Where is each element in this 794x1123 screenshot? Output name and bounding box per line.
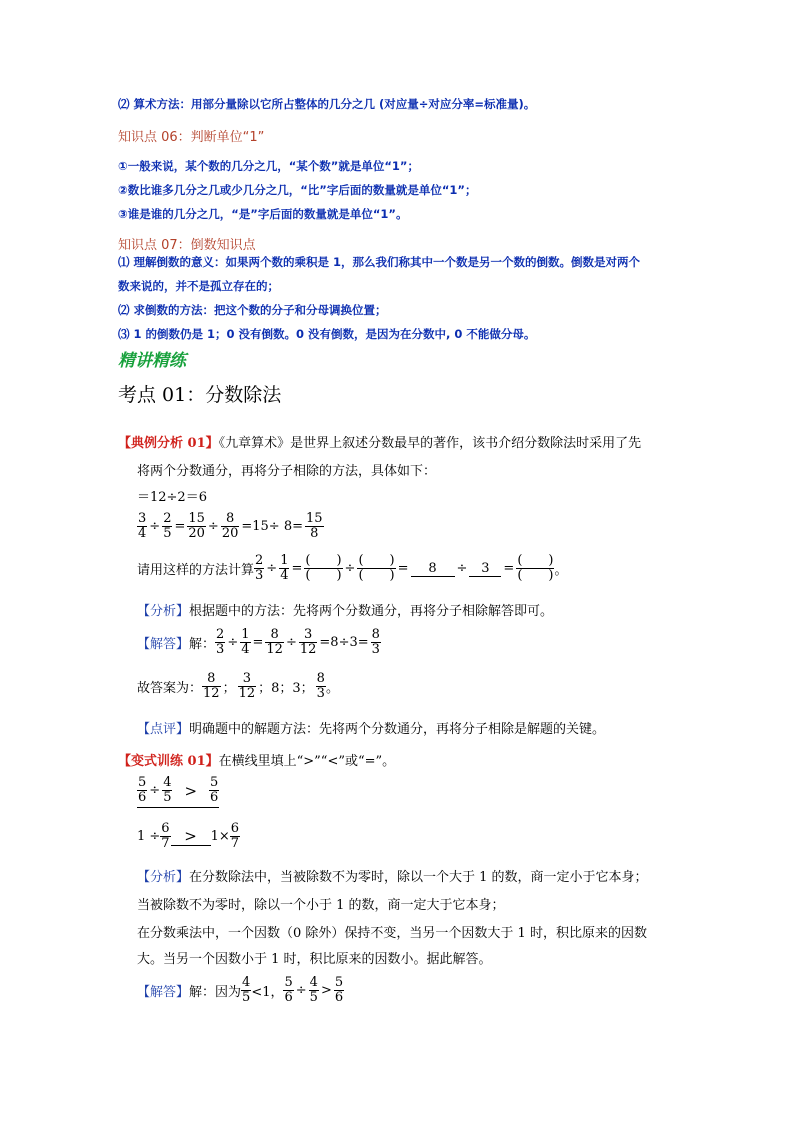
- text-span: 《九章算术》是世界上叙述分数最早的著作，该书介绍分数除法时采用了先: [218, 436, 642, 451]
- fraction: [334, 976, 344, 1005]
- operator: ÷: [207, 519, 219, 534]
- text-span: 解：: [189, 637, 216, 652]
- blank-frac-1[interactable]: [304, 554, 342, 583]
- fraction: [299, 628, 318, 657]
- numerator: ( ): [358, 553, 395, 568]
- denominator: 8: [310, 526, 319, 541]
- fraction: [221, 512, 240, 541]
- operator: >: [320, 983, 332, 998]
- denominator: 12: [238, 686, 256, 701]
- operator: ；: [222, 681, 236, 696]
- text-span: 【解答】: [137, 637, 190, 652]
- fraction: [202, 672, 221, 701]
- text-span: 解：因为: [189, 985, 242, 1000]
- operator: =: [252, 635, 264, 650]
- example-comment: [137, 718, 605, 737]
- variant-row-2: [137, 822, 240, 851]
- numerator: 8: [316, 671, 325, 686]
- numerator: 2: [255, 553, 264, 568]
- denominator: 5: [309, 990, 318, 1005]
- numerator: 1: [280, 553, 289, 568]
- text-span: 故答案为：: [137, 681, 203, 696]
- fraction: [209, 776, 219, 805]
- numerator: 3: [299, 628, 318, 643]
- fraction: [254, 554, 264, 583]
- operator: =: [503, 561, 515, 576]
- variant-tag: 【变式训练 01】: [118, 754, 219, 769]
- method-line: ⑵ 算术方法：用部分量除以它所占整体的几分之几 (对应量÷对应分率=标准量)。: [118, 97, 536, 111]
- numerator: 8: [221, 512, 240, 527]
- denominator: 6: [138, 790, 147, 805]
- denominator: ( ): [517, 568, 554, 583]
- text-span: 1×: [210, 829, 230, 844]
- operator: =8÷3=: [319, 635, 369, 650]
- kp06-item-3: ③谁是谁的几分之几，“是”字后面的数量就是单位“1”。: [118, 207, 408, 221]
- denominator: 5: [242, 990, 251, 1005]
- denominator: ( ): [358, 568, 395, 583]
- blank-frac-3[interactable]: [516, 554, 554, 583]
- numerator: ( ): [305, 553, 342, 568]
- numerator: 8: [265, 628, 284, 643]
- denominator: 4: [280, 568, 289, 583]
- example-line-1: [118, 432, 641, 451]
- text-span: 1 ÷: [137, 829, 161, 844]
- operator: ÷: [227, 635, 239, 650]
- denominator: 7: [161, 836, 170, 851]
- kp06-title: 知识点 06：判断单位“1”: [118, 130, 265, 145]
- variant-analysis-2: 当被除数不为零时，除以一个小于 1 的数，商一定大于它本身；: [137, 898, 505, 913]
- text-span: 根据题中的方法：先将两个分数通分，再将分子相除解答即可。: [189, 604, 554, 619]
- operator: ÷: [295, 983, 307, 998]
- variant-line: [118, 750, 395, 769]
- numerator: 2: [163, 511, 172, 526]
- numerator: 4: [163, 775, 172, 790]
- denominator: 12: [299, 642, 317, 657]
- numerator: 3: [138, 511, 147, 526]
- example-eq-line: ＝12÷2＝6: [137, 490, 207, 505]
- numerator: 4: [242, 975, 251, 990]
- numerator: 6: [230, 821, 240, 836]
- kp07-title: 知识点 07：倒数知识点: [118, 238, 256, 253]
- numerator: 6: [161, 821, 170, 836]
- denominator: 6: [284, 990, 293, 1005]
- fraction: [162, 776, 172, 805]
- kp06-item-1: ①一般来说，某个数的几分之几，“某个数”就是单位“1”；: [118, 159, 419, 173]
- text-span: 明确题中的解题方法：先将两个分数通分，再将分子相除是解题的关键。: [189, 722, 606, 737]
- operator: =: [397, 561, 409, 576]
- example-final: [137, 672, 339, 701]
- numerator: 5: [334, 975, 344, 990]
- operator: ；8；3；: [258, 681, 314, 696]
- fraction: [238, 672, 257, 701]
- text-span: 。: [554, 563, 568, 578]
- fraction: [230, 822, 240, 851]
- variant-analysis-4: 大。当另一个因数小于 1 时，积比原来的因数小。据此解答。: [137, 952, 492, 967]
- fraction: [371, 628, 381, 657]
- denominator: 5: [163, 790, 172, 805]
- example-eq-2: [137, 512, 324, 541]
- fraction: [283, 976, 293, 1005]
- fraction: [162, 512, 172, 541]
- operator: ÷: [266, 561, 278, 576]
- fraction: [137, 776, 147, 805]
- denominator: 4: [241, 642, 250, 657]
- numerator: 5: [284, 975, 293, 990]
- blank-2[interactable]: 3: [469, 561, 501, 577]
- example-calc: [137, 554, 568, 583]
- numerator: ( ): [517, 553, 554, 568]
- fraction: [241, 976, 251, 1005]
- fraction: [305, 512, 324, 541]
- example-tag: 【典例分析 01】: [118, 436, 219, 451]
- numerator: 5: [138, 775, 147, 790]
- kp07-item-1a: ⑴ 理解倒数的意义：如果两个数的乘积是 1，那么我们称其中一个数是另一个数的倒数。倒数是对两个: [118, 255, 641, 269]
- kp06-item-2: ②数比谁多几分之几或少几分之几，“比”字后面的数量就是单位“1”；: [118, 183, 477, 197]
- numerator: 3: [238, 672, 257, 687]
- denominator: 4: [138, 526, 147, 541]
- section-badge: 精讲精练: [118, 351, 186, 371]
- denominator: ( ): [305, 568, 342, 583]
- denominator: 12: [203, 686, 220, 701]
- text-span: 请用这样的方法计算: [137, 563, 255, 578]
- fraction: [137, 512, 147, 541]
- denominator: 3: [255, 568, 264, 583]
- blank-frac-2[interactable]: [357, 554, 395, 583]
- text-span: 在分数除法中，当被除数不为零时，除以一个大于 1 的数，商一定小于它本身；: [189, 870, 648, 885]
- denominator: 6: [334, 990, 344, 1005]
- numerator: 4: [309, 975, 318, 990]
- denominator: 20: [188, 526, 205, 541]
- kp07-item-3: ⑶ 1 的倒数仍是 1；0 没有倒数。0 没有倒数，是因为在分数中, 0 不能做分母。: [118, 327, 536, 341]
- answer-symbol-2[interactable]: >: [171, 827, 211, 846]
- denominator: 12: [266, 642, 283, 657]
- numerator: 2: [216, 627, 225, 642]
- blank-1[interactable]: 8: [411, 561, 455, 577]
- example-answer: [137, 628, 381, 657]
- fraction: [160, 822, 170, 851]
- operator: ÷: [344, 561, 356, 576]
- numerator: 8: [371, 627, 380, 642]
- answer-symbol-1[interactable]: >: [184, 781, 198, 800]
- fraction: [187, 512, 206, 541]
- text-span: 。: [325, 681, 339, 696]
- text-span: 【解答】: [137, 985, 190, 1000]
- example-line-2: 将两个分数通分，再将分子相除的方法，具体如下：: [137, 464, 437, 479]
- operator: ÷: [149, 783, 161, 798]
- fraction: [316, 672, 326, 701]
- text-span: 在横线里填上“>”“<”或“=”。: [218, 754, 396, 769]
- fraction: [265, 628, 284, 657]
- denominator: 20: [221, 526, 239, 541]
- section-heading: 考点 01：分数除法: [118, 384, 282, 406]
- operator: =15÷ 8=: [241, 519, 303, 534]
- variant-analysis-3: 在分数乘法中，一个因数（0 除外）保持不变，当另一个因数大于 1 时，积比原来的因数: [137, 926, 647, 941]
- denominator: 3: [216, 642, 225, 657]
- text-span: 【点评】: [137, 722, 190, 737]
- denominator: 7: [230, 836, 240, 851]
- operator: ÷: [456, 561, 468, 576]
- fraction: [240, 628, 250, 657]
- operator: ÷: [149, 519, 161, 534]
- text-span: <1，: [251, 985, 284, 1000]
- example-analysis: [137, 600, 553, 619]
- fraction: [309, 976, 319, 1005]
- text-span: 【分析】: [137, 870, 190, 885]
- operator: =: [291, 561, 303, 576]
- variant-answer: [137, 976, 344, 1005]
- denominator: 5: [163, 526, 172, 541]
- kp07-item-1b: 数来说的，并不是孤立存在的；: [118, 279, 279, 293]
- numerator: 1: [241, 627, 250, 642]
- fraction: [215, 628, 225, 657]
- denominator: 6: [210, 790, 219, 805]
- numerator: 8: [202, 672, 221, 687]
- text-span: 【分析】: [137, 604, 190, 619]
- operator: =: [174, 519, 186, 534]
- variant-row-1: [137, 776, 219, 808]
- denominator: 3: [371, 642, 380, 657]
- numerator: 5: [210, 775, 219, 790]
- kp07-item-2: ⑵ 求倒数的方法：把这个数的分子和分母调换位置；: [118, 303, 387, 317]
- denominator: 3: [316, 686, 325, 701]
- operator: ÷: [285, 635, 297, 650]
- fraction: [279, 554, 289, 583]
- variant-analysis-1: [137, 866, 648, 885]
- numerator: 15: [306, 511, 323, 526]
- numerator: 15: [188, 511, 205, 526]
